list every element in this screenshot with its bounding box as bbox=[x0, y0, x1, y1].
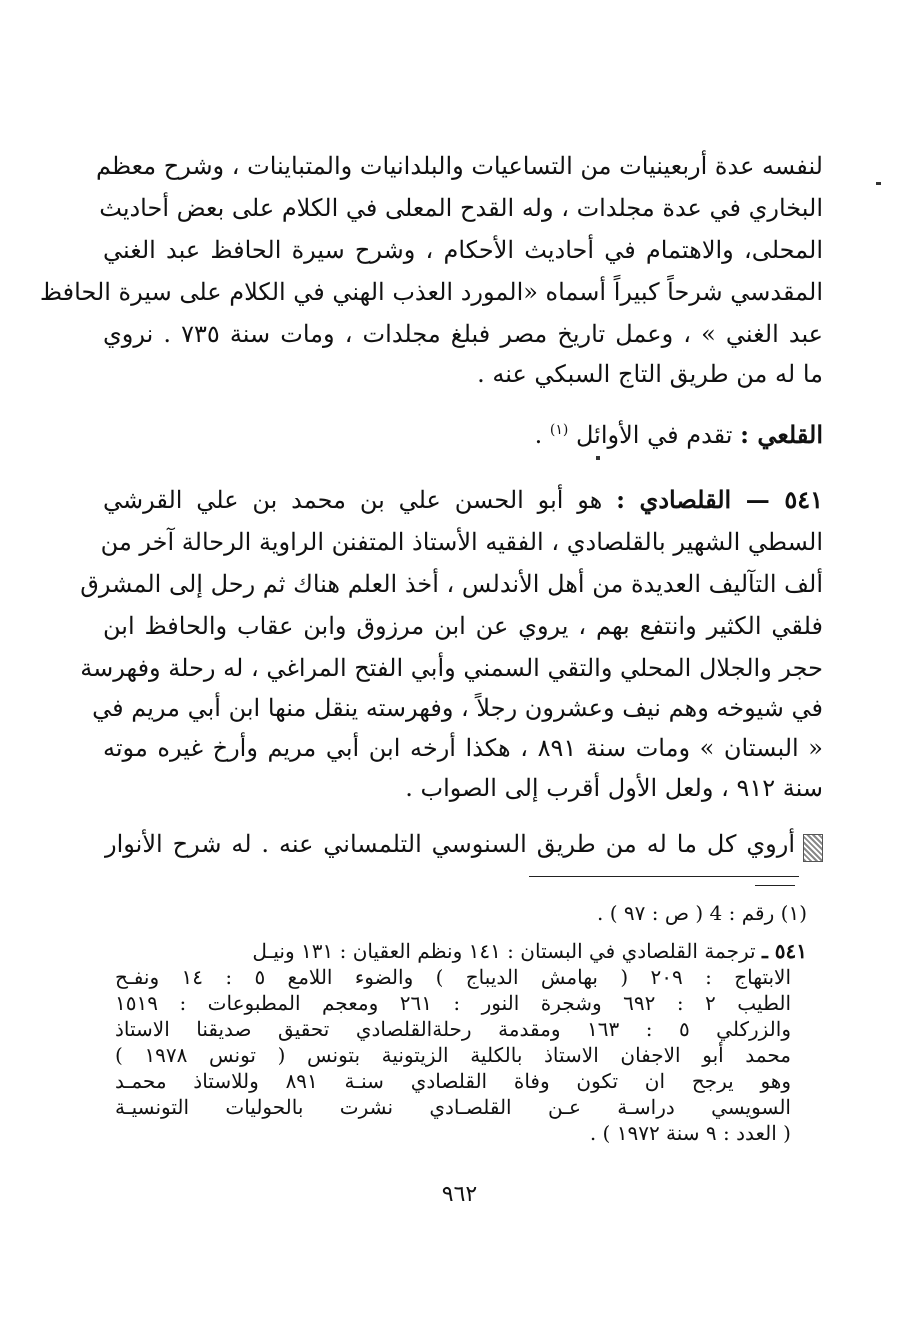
body-line: ما له من طريق التاج السبكي عنه . bbox=[477, 360, 823, 388]
footnote-line: ( العدد : ٩ سنة ١٩٧٢ ) . bbox=[589, 1121, 791, 1145]
body-line: فلقي الكثير وانتفع بهم ، يروي عن ابن مرزوق وابن عقاب والحافظ ابن bbox=[103, 612, 823, 640]
entry-qalai bbox=[103, 408, 823, 457]
body-line: حجر والجلال المحلي والتقي السمني وأبي الفتح المراغي ، له رحلة وفهرسة bbox=[80, 654, 823, 682]
body-line: عبد الغني » ، وعمل تاريخ مصر فبلغ مجلدات ، ومات سنة ٧٣٥ . نروي bbox=[103, 320, 823, 348]
footnote-line: محمد أبو الاجفان الاستاذ بالكلية الزيتونية بتونس ( تونس ١٩٧٨ ) bbox=[115, 1043, 791, 1067]
entry-text: تقدم في الأوائل bbox=[576, 421, 733, 449]
footnote-line: الابتهاج : ٢٠٩ ( بهامش الديباج ) والضوء اللامع ٥ : ١٤ ونفـح bbox=[115, 965, 792, 989]
body-line: ألف التآليف العديدة من أهل الأندلس ، أخذ العلم هناك ثم رحل إلى المشرق bbox=[80, 570, 823, 598]
footnote-line: السويسي دراسـة عـن القلصـادي نشرت بالحوليات التونسيـة bbox=[115, 1095, 791, 1119]
footnote-number: ٥٤١ ـ bbox=[761, 939, 807, 963]
footnote-ref: (١) bbox=[549, 422, 569, 438]
footnote-1: (١) رقم : 4 ( ص : ٩٧ ) . bbox=[597, 901, 807, 925]
footnote-541-first bbox=[107, 938, 807, 964]
ink-mark-icon bbox=[803, 834, 823, 862]
footnote-line: الطيب ٢ : ٦٩٢ وشجرة النور : ٢٦١ ومعجم المطبوعات : ١٥١٩ bbox=[115, 991, 792, 1015]
body-line: المحلى، والاهتمام في أحاديث الأحكام ، وشرح سيرة الحافظ عبد الغني bbox=[103, 236, 823, 264]
footnote-line: والزركلي ٥ : ١٦٣ ومقدمة رحلةالقلصادي تحقيق صديقنا الاستاذ bbox=[115, 1017, 791, 1041]
body-line: في شيوخه وهم نيف وعشرون رجلاً ، وفهرسته ينقل منها ابن أبي مريم في bbox=[92, 694, 823, 722]
body-line: السطي الشهير بالقلصادي ، الفقيه الأستاذ المتفنن الراوية الرحالة آخر من bbox=[100, 528, 823, 556]
entry-name: القلعي : bbox=[740, 420, 823, 449]
footnote-text: ترجمة القلصادي في البستان : ١٤١ ونظم العقيان : ١٣١ ونيـل bbox=[252, 939, 756, 963]
body-line: أروي كل ما له من طريق السنوسي التلمساني عنه . له شرح الأنوار bbox=[105, 830, 795, 858]
body-line: لنفسه عدة أربعينيات من التساعيات والبلدانيات والمتباينات ، وشرح معظم bbox=[95, 152, 823, 180]
entry-541-heading bbox=[103, 478, 823, 522]
body-line: المقدسي شرحاً كبيراً أسماه «المورد العذب الهني في الكلام على سيرة الحافظ bbox=[39, 278, 823, 306]
body-line: « البستان » ومات سنة ٨٩١ ، هكذا أرخه ابن أبي مريم وأرخ غيره موته bbox=[103, 734, 823, 762]
body-line: البخاري في عدة مجلدات ، وله القدح المعلى في الكلام على بعض أحاديث bbox=[99, 194, 823, 222]
footnote-line: وهو يرجح ان تكون وفاة القلصادي سنـة ٨٩١ وللاستاذ محمـد bbox=[115, 1069, 791, 1093]
print-speck bbox=[596, 456, 600, 460]
body-line: سنة ٩١٢ ، ولعل الأول أقرب إلى الصواب . bbox=[405, 774, 823, 802]
entry-end: . bbox=[534, 421, 543, 449]
page-number: ٩٦٢ bbox=[441, 1182, 478, 1207]
footnote-divider bbox=[529, 876, 799, 877]
entry-first-line: هو أبو الحسن علي بن محمد بن علي القرشي bbox=[103, 486, 603, 514]
entry-number-name: ٥٤١ — القلصادي : bbox=[616, 485, 823, 514]
footnote-divider-short bbox=[755, 885, 795, 886]
print-speck bbox=[876, 182, 881, 185]
